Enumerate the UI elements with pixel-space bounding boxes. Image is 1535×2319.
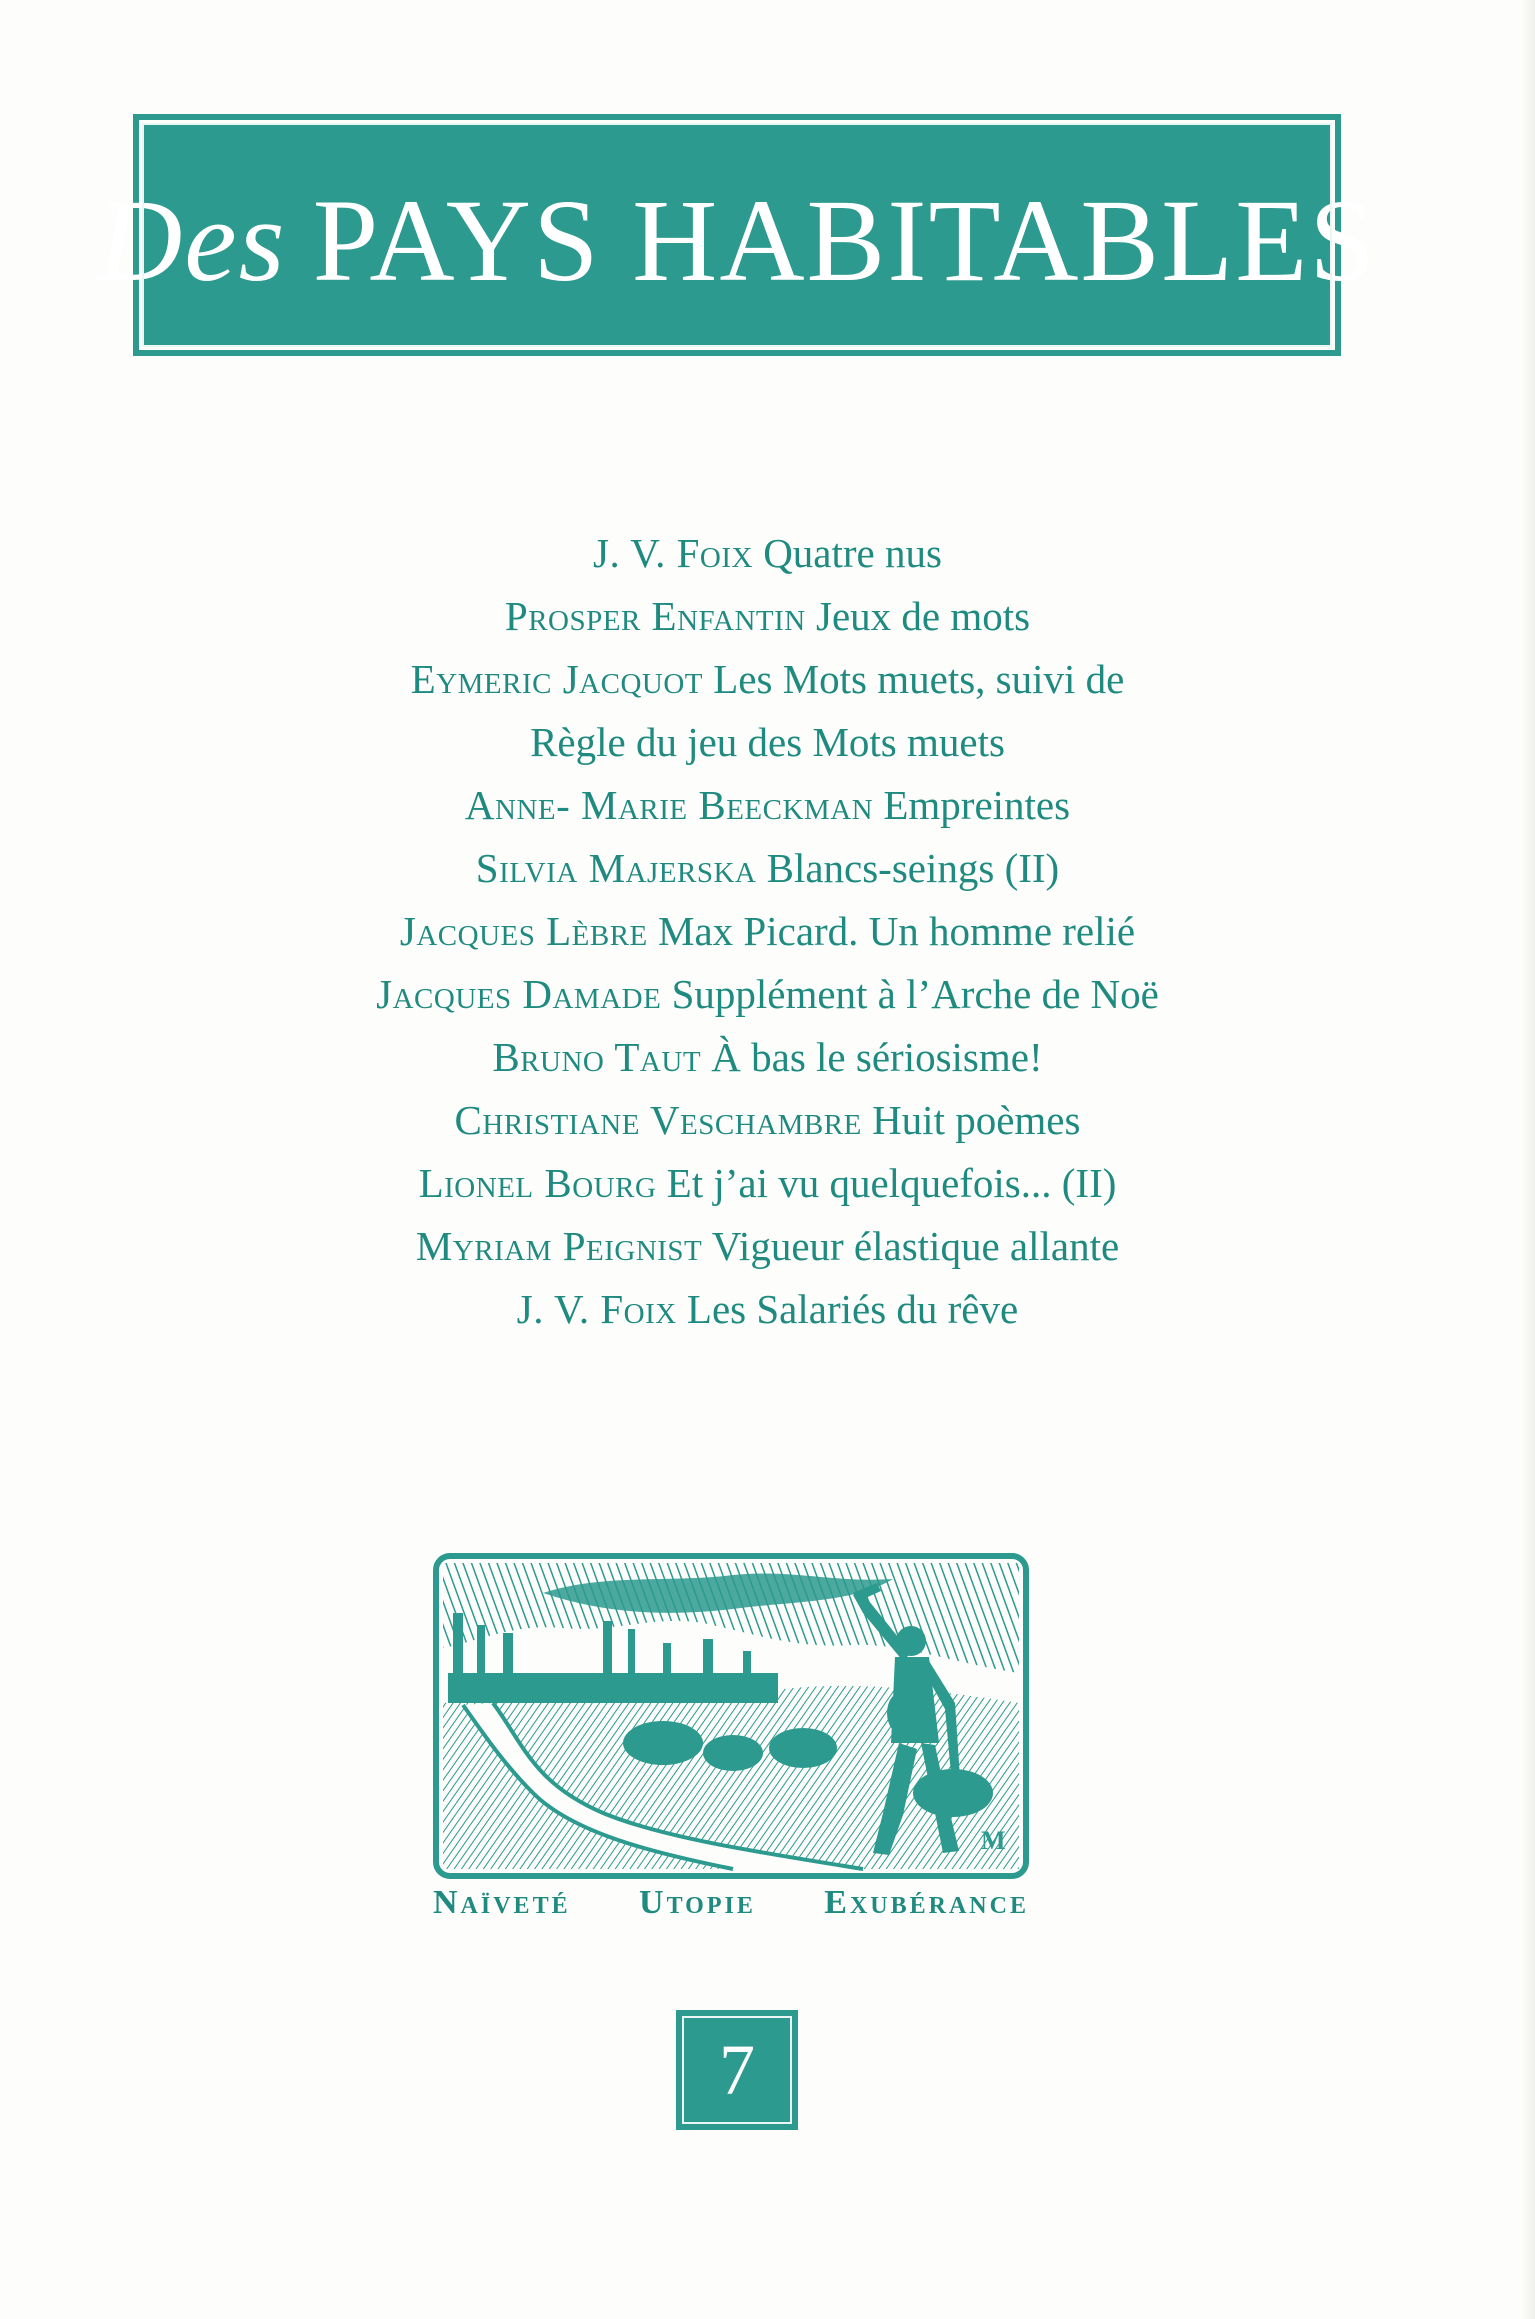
woodcut-illustration	[433, 1553, 1029, 1879]
woodcut-monogram: M	[981, 1826, 1006, 1855]
contents-entry	[0, 1215, 1535, 1278]
issue-number: 7	[719, 2030, 755, 2110]
entry-author: Christiane Veschambre	[454, 1097, 862, 1143]
entry-work: Règle du jeu des Mots muets	[530, 719, 1005, 765]
entry-work: À bas le sériosisme!	[711, 1034, 1043, 1080]
journal-title	[97, 175, 1377, 306]
motto-word: Exubérance	[824, 1884, 1029, 1921]
entry-author: Silvia Majerska	[475, 845, 757, 891]
title-italic-word: Des	[97, 175, 287, 306]
entry-author: Myriam Peignist	[415, 1223, 703, 1269]
contents-entry	[0, 585, 1535, 648]
entry-work: Huit poèmes	[872, 1097, 1081, 1143]
entry-author: Prosper Enfantin	[504, 593, 806, 639]
entry-work: Jeux de mots	[815, 593, 1031, 639]
entry-author: Eymeric Jacquot	[410, 656, 703, 702]
issue-number-box	[676, 2010, 798, 2130]
table-of-contents	[0, 522, 1535, 1341]
entry-work: Supplément à l’Arche de Noë	[671, 971, 1159, 1017]
entry-author: J. V. Foix	[516, 1286, 677, 1332]
contents-entry	[0, 1089, 1535, 1152]
contents-entry	[0, 774, 1535, 837]
entry-author: Jacques Lèbre	[399, 908, 648, 954]
entry-work: Et j’ai vu quelquefois... (II)	[666, 1160, 1117, 1206]
entry-work: Les Mots muets, suivi de	[713, 656, 1125, 702]
motto-word: Utopie	[639, 1884, 756, 1921]
title-banner	[97, 114, 1377, 356]
motto-word: Naïveté	[433, 1884, 571, 1921]
contents-entry	[0, 1152, 1535, 1215]
entry-author: Jacques Damade	[376, 971, 662, 1017]
entry-author: Bruno Taut	[492, 1034, 702, 1080]
contents-entry	[0, 522, 1535, 585]
entry-work: Blancs-seings (II)	[766, 845, 1060, 891]
contents-entry	[0, 1026, 1535, 1089]
title-main-words: PAYS HABITABLES	[312, 175, 1377, 306]
entry-work: Quatre nus	[763, 530, 942, 576]
contents-entry	[0, 837, 1535, 900]
motto	[433, 1884, 1029, 1922]
entry-work: Les Salariés du rêve	[686, 1286, 1019, 1332]
entry-work: Max Picard. Un homme relié	[658, 908, 1136, 954]
entry-work: Empreintes	[883, 782, 1071, 828]
contents-entry	[0, 963, 1535, 1026]
contents-entry-continuation	[0, 711, 1535, 774]
contents-entry	[0, 648, 1535, 711]
entry-author: Anne- Marie Beeckman	[464, 782, 874, 828]
entry-author: J. V. Foix	[593, 530, 753, 576]
contents-entry	[0, 900, 1535, 963]
entry-author: Lionel Bourg	[418, 1160, 657, 1206]
entry-work: Vigueur élastique allante	[711, 1223, 1120, 1269]
contents-entry	[0, 1278, 1535, 1341]
